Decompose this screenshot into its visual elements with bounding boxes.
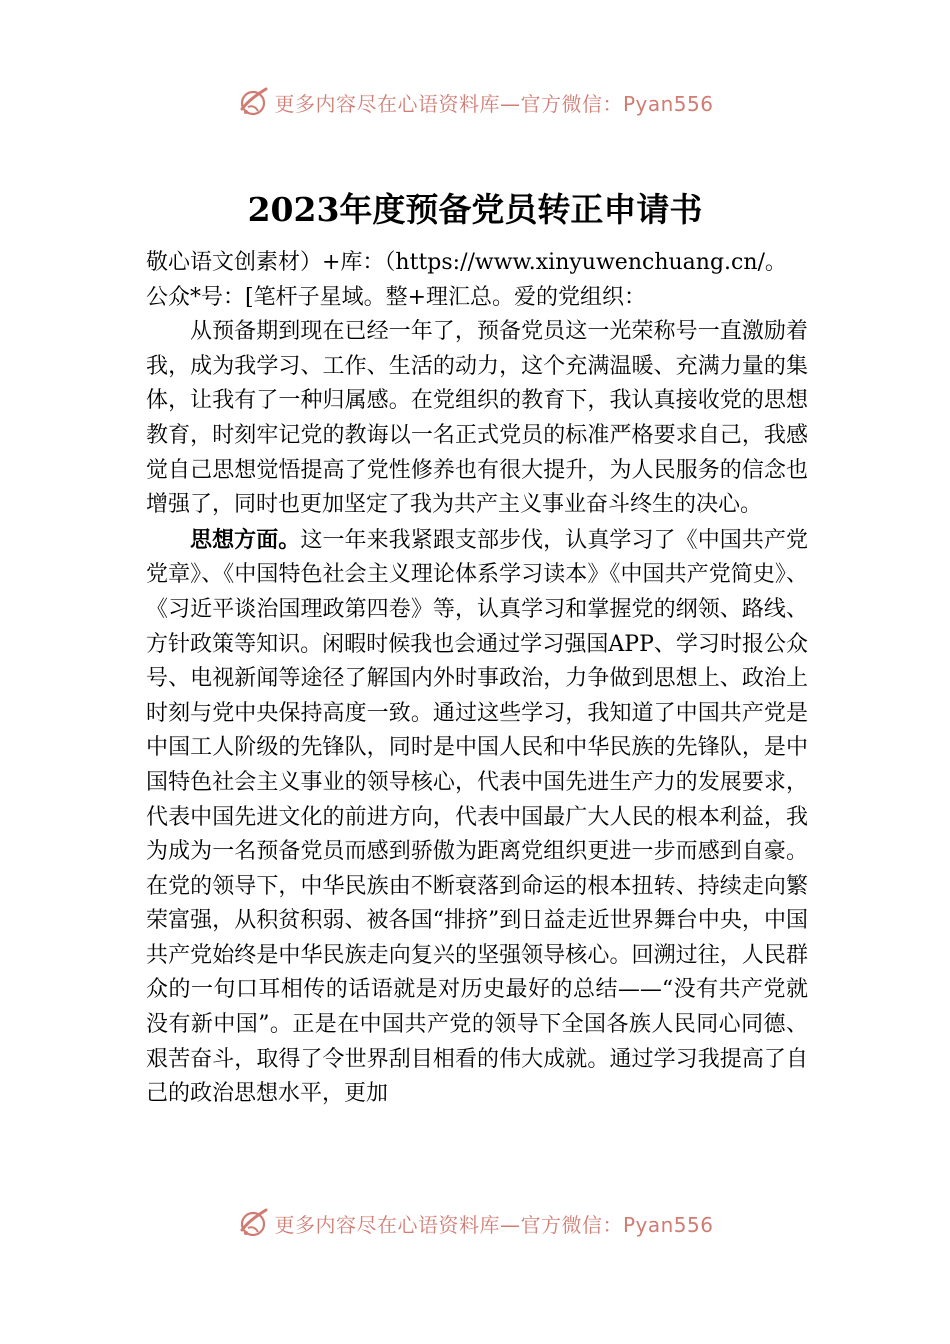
paragraph-ideology-text: 这一年来我紧跟支部步伐，认真学习了《中国共产党党章》、《中国特色社会主义理论体系学习读本》《中国共产党简史》、《习近平谈治国理政第四卷》等，认真学习和掌握党的纲领、路线、方针政策等知识。闲暇时候我也会通过学习强国APP、学习时报公众号、电视新闻等途径了解国内外时事政治，力争做到思想上、政治上时刻与党中央保持高度一致。通过这些学习，我知道了中国共产党是中国工人阶级的先锋队，同时是中国人民和中华民族的先锋队，是中国特色社会主义事业的领导核心，代表中国先进生产力的发展要求，代表中国先进文化的前进方向，代表中国最广大人民的根本利益，我为成为一名预备党员而感到骄傲为距离党组织更进一步而感到自豪。在党的领导下，中华民族由不断衰落到命运的根本扭转、持续走向繁荣富强，从积贫积弱、被各国“排挤”到日益走近世界舞台中央，中国共产党始终是中华民族走向复兴的坚强领导核心。回溯过往，人民群众的一句口耳相传的话语就是对历史最好的总结——“没有共产党就没有新中国”。正是在中国共产党的领导下全国各族人民同心同德、艰苦奋斗，取得了令世界刮目相看的伟大成就。通过学习我提高了自己的政治思想水平，更加 [146, 527, 808, 1107]
paragraph-ideology-heading: 思想方面。 [190, 526, 301, 553]
paragraph-intro: 从预备期到现在已经一年了，预备党员这一光荣称号一直激励着我，成为我学习、工作、生活的动力，这个充满温暖、充满力量的集体，让我有了一种归属感。在党组织的教育下，我认真接收党的思想教育，时刻牢记党的教诲以一名正式党员的标准严格要求自己，我感觉自己思想觉悟提高了党性修养也有很大提升，为人民服务的信念也增强了，同时也更加坚定了我为共产主义事业奋斗终生的决心。 [146, 319, 808, 518]
watermark-text: 更多内容尽在心语资料库—官方微信：Pyan556 [274, 91, 714, 116]
watermark-text: 更多内容尽在心语资料库—官方微信：Pyan556 [274, 1212, 714, 1237]
brush-logo-icon [236, 85, 270, 119]
salutation-line-1: 敬心语文创素材）+库：（https://www.xinyuwenchuang.cn/。 [146, 250, 787, 275]
brush-logo-icon [236, 1206, 270, 1240]
document-title: 2023年度预备党员转正申请书 [247, 190, 703, 229]
watermark-footer [0, 1203, 950, 1243]
salutation-line-2: 公众*号：[笔杆子星域。整+理汇总。爱的党组织： [146, 284, 647, 310]
watermark-header [0, 82, 950, 122]
paragraph-ideology [146, 523, 808, 1112]
document-body [146, 246, 808, 1220]
